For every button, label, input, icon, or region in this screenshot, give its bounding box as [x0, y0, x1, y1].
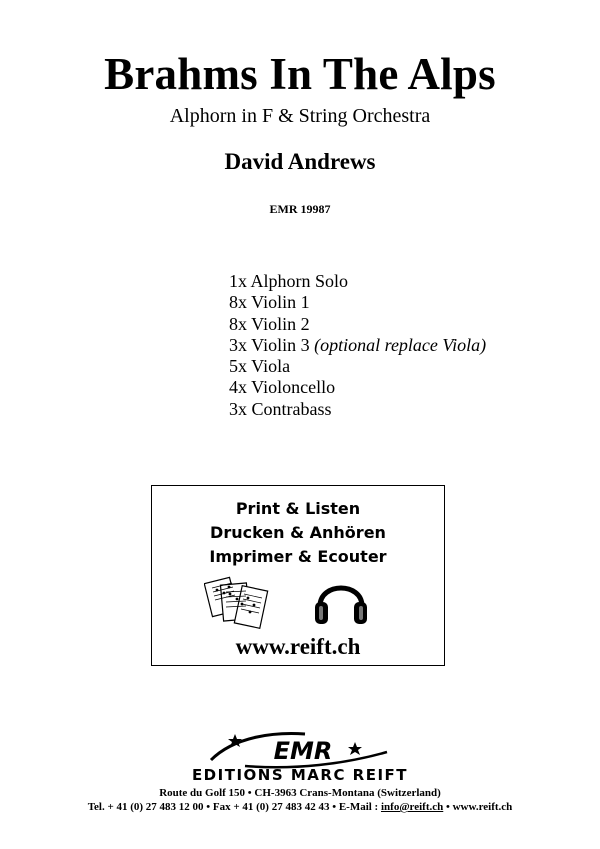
headphones-icon: [312, 572, 370, 632]
instrument-item: [229, 335, 486, 356]
promo-line-german: Drucken & Anhören: [210, 523, 386, 542]
promo-website: www.reift.ch: [235, 634, 361, 659]
instrument-text: 1x Alphorn Solo: [229, 271, 349, 291]
sheet-music-icon: [204, 574, 276, 634]
instrument-item: [229, 271, 486, 292]
publisher-name: EDITIONS MARC REIFT: [191, 766, 409, 784]
contact-website: • www.reift.ch: [443, 801, 513, 813]
instrument-text: 8x Violin 1: [229, 292, 310, 313]
instrument-text: 3x Contrabass: [229, 398, 332, 419]
instrument-item: [229, 399, 486, 420]
print-listen-box: [151, 485, 445, 666]
instrument-text: 8x Violin 2: [229, 313, 310, 334]
instrument-item: [229, 292, 486, 313]
promo-line-english: Print & Listen: [235, 499, 361, 518]
instrument-item: [229, 377, 486, 398]
promo-line-french: Imprimer & Ecouter: [209, 547, 387, 566]
instrument-note: (optional replace Viola): [314, 334, 487, 355]
email-link[interactable]: info@reift.ch: [380, 801, 444, 813]
instrument-item: [229, 356, 486, 377]
contact-text: Tel. + 41 (0) 27 483 12 00 • Fax + 41 (0) 27 483 42 43 • E-Mail :: [87, 801, 381, 813]
composer-name: David Andrews: [224, 149, 376, 174]
emr-logo: [205, 728, 395, 770]
instrument-item: [229, 314, 486, 335]
instrument-text: 4x Violoncello: [229, 377, 336, 398]
logo-text: EMR: [273, 737, 333, 765]
page-title: Brahms In The Alps: [104, 49, 496, 99]
instrumentation-list: [229, 271, 486, 420]
instrument-text: 5x Viola: [229, 356, 291, 377]
subtitle: Alphorn in F & String Orchestra: [169, 105, 431, 127]
publisher-contact: [0, 800, 600, 814]
catalog-number: EMR 19987: [269, 202, 331, 216]
instrument-text: 3x Violin 3: [229, 334, 310, 355]
publisher-address: Route du Golf 150 • CH-3963 Crans-Montana (Switzerland): [159, 787, 441, 799]
